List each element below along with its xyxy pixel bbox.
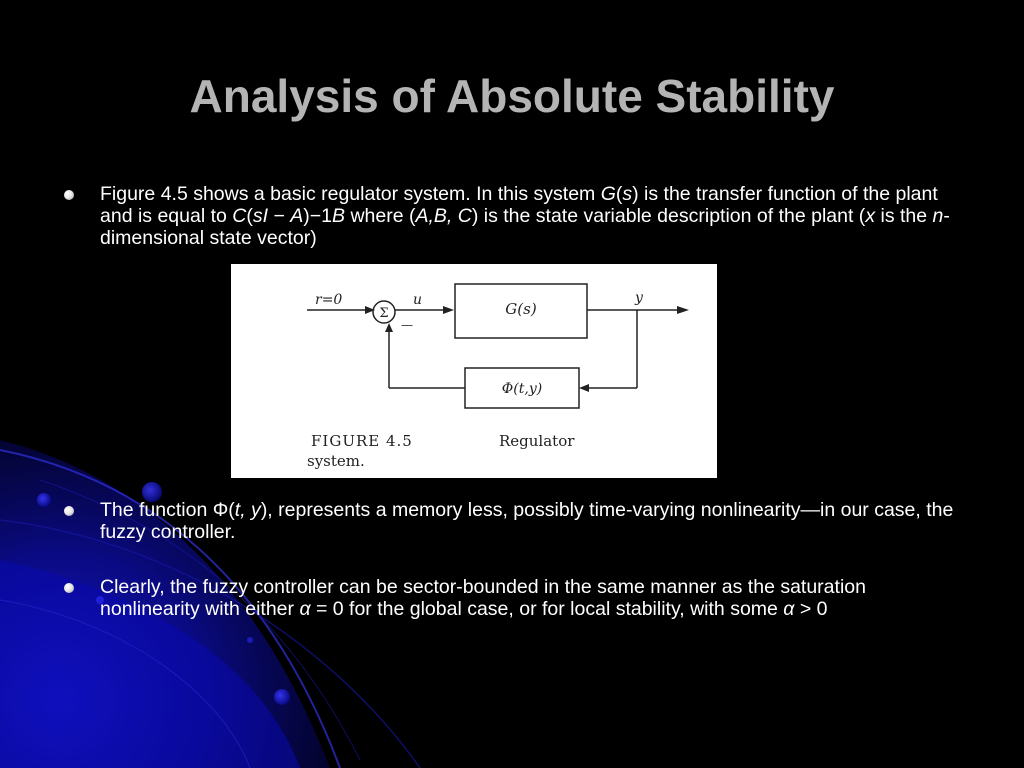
bullet-text-italic: B <box>332 205 346 227</box>
u-label: u <box>413 292 423 308</box>
output-label: y <box>635 290 643 306</box>
feedback-arrow-icon <box>579 384 589 392</box>
bullet-text-italic: G <box>600 183 616 205</box>
bullet-text: ( <box>615 183 623 205</box>
bullet-text-italic: s <box>622 183 633 205</box>
bullet-text: Clearly, the fuzzy controller can be sector-bounded in the same manner as the saturation nonlinearity with either <box>100 576 866 620</box>
slide-title: Analysis of Absolute Stability <box>189 70 835 122</box>
input-label: r=0 <box>315 292 343 308</box>
bullet-dot-icon <box>64 583 74 593</box>
output-arrow-icon <box>677 306 689 314</box>
bullet-dot-icon <box>64 190 74 200</box>
regulator-figure <box>231 264 717 478</box>
minus-label: — <box>401 318 413 332</box>
bullet-text-italic: A,B, C <box>415 205 472 227</box>
bullet-text: where ( <box>345 205 416 227</box>
bullet-item-1 <box>100 183 970 249</box>
bullet-text-italic: x <box>865 205 876 227</box>
bullet-text: ) is the transfer function of the plant and is equal to <box>100 183 938 227</box>
sum-symbol: Σ <box>379 306 389 321</box>
figure-caption-number: FIGURE 4.5 <box>311 432 413 450</box>
bullet-text-italic: C <box>232 205 247 227</box>
bullet-text: The function Φ( <box>100 499 235 521</box>
bullet-text: Figure 4.5 shows a basic regulator system. In this system <box>100 183 601 205</box>
plant-label: G(s) <box>505 300 537 318</box>
bullet-item-3 <box>100 576 970 620</box>
bullet-text: = 0 for the global case, or for local stability, with some <box>310 598 784 620</box>
bullet-text: ( <box>246 205 253 227</box>
bullet-text-italic: α <box>299 598 311 620</box>
bullet-dot-icon <box>64 506 74 516</box>
bullet-text: ), represents a memory less, possibly time-varying nonlinearity—in our case, the fuzzy controller. <box>100 499 954 543</box>
bullet-text-italic: t, y <box>234 499 261 521</box>
bullet-text-italic: n <box>932 205 944 227</box>
feedback-up-arrow-icon <box>385 323 393 332</box>
bullet-text: > 0 <box>794 598 828 620</box>
figure-caption-line2: system. <box>307 452 365 470</box>
bullet-text: -dimensional state vector) <box>100 205 950 249</box>
bullet-text: )−1 <box>303 205 333 227</box>
bullet-text-italic: α <box>783 598 795 620</box>
u-arrow-icon <box>443 306 454 314</box>
bullet-text: is the <box>875 205 933 227</box>
bullet-text: − <box>268 205 291 227</box>
figure-caption-title: Regulator <box>499 432 575 450</box>
bullet-item-2 <box>100 499 970 543</box>
bullet-text-italic: A <box>290 205 304 227</box>
bullet-text: ) is the state variable description of the plant ( <box>471 205 866 227</box>
bullet-text-italic: sI <box>252 205 269 227</box>
feedback-label: Φ(t,y) <box>501 381 543 397</box>
